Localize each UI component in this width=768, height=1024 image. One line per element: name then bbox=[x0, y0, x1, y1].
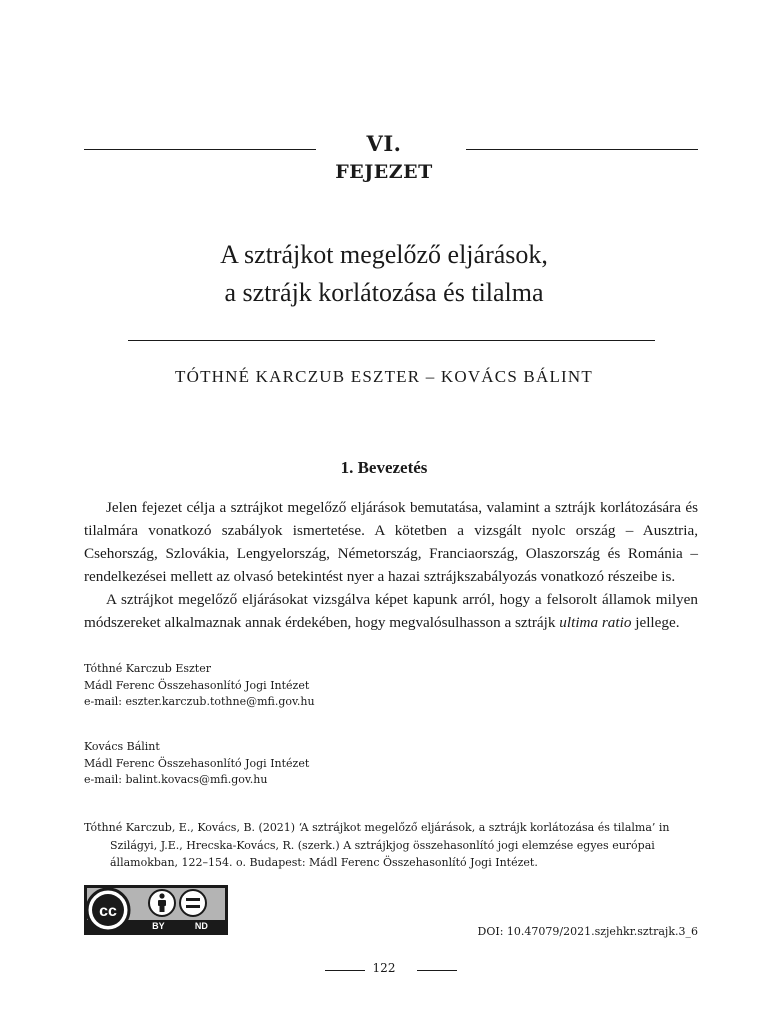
paragraph-2-text: A sztrájkot megelőző eljárásokat vizsgálva képet kapunk arról, hogy a felsorolt államok milyen módszereket alkalmaznak annak érdekében, hogy megvalósulhasson a sztrájk bbox=[84, 591, 698, 631]
section-heading: 1. Bevezetés bbox=[340, 458, 428, 477]
chapter-title bbox=[0, 236, 768, 312]
paragraph-2-end: jellege. bbox=[631, 614, 680, 631]
cc-badge-labels bbox=[137, 920, 223, 932]
chapter-label: FEJEZET bbox=[335, 161, 433, 183]
affiliation-1-email[interactable]: e-mail: eszter.karczub.tothne@mfi.gov.hu bbox=[84, 695, 315, 708]
title-rule bbox=[128, 340, 655, 341]
affiliation-2-institute: Mádl Ferenc Összehasonlító Jogi Intézet bbox=[84, 756, 310, 770]
chapter-number: VI. bbox=[366, 131, 402, 156]
no-derivatives-icon bbox=[180, 890, 206, 916]
affiliation-1-name: Tóthné Karczub Eszter bbox=[84, 662, 211, 675]
paragraph-1: Jelen fejezet célja a sztrájkot megelőző eljárások bemutatása, valamint a sztrájk korlátozására és tilalmára vonatkozó szabályok ismertetése. A kötetben a vizsgált nyolc ország – Ausztria, Csehország, Szlovákia, Lengyelország, Németország, Franciaország, Olaszország és Románia – rendelkezései mellett az olvasó betekintést nyer a hazai sztrájkszabályozás vonatkozó részeibe is. bbox=[84, 499, 698, 585]
cc-label-by: BY bbox=[152, 921, 165, 931]
cc-label-nd: ND bbox=[194, 921, 208, 931]
affiliation-1 bbox=[84, 661, 484, 711]
citation: Tóthné Karczub, E., Kovács, B. (2021) ‘A sztrájkot megelőző eljárások, a sztrájk korlátozása és tilalma’ in Szilágyi, J.E., Hrecska-Kovács, R. (szerk.) A sztrájkjog összehasonlító jogi elemzése egyes európai államokban, 122–154. o. Budapest: Mádl Ferenc Összehasonlító Jogi Intézet. bbox=[84, 821, 670, 869]
by-attribution-icon bbox=[149, 890, 175, 916]
svg-text:cc: cc bbox=[99, 903, 117, 920]
affiliation-2-email[interactable]: e-mail: balint.kovacs@mfi.gov.hu bbox=[84, 773, 268, 786]
body-text bbox=[84, 496, 698, 634]
doi[interactable]: DOI: 10.47079/2021.szjehkr.sztrajk.3_6 bbox=[477, 925, 698, 938]
affiliation-2 bbox=[84, 739, 484, 789]
chapter-title-line-1: A sztrájkot megelőző eljárások, bbox=[220, 240, 548, 269]
chapter-title-line-2: a sztrájk korlátozása és tilalma bbox=[224, 278, 544, 307]
cc-icon bbox=[87, 889, 129, 931]
page-number: 122 bbox=[372, 961, 396, 975]
authors: TÓTHNÉ KARCZUB ESZTER – KOVÁCS BÁLINT bbox=[175, 367, 593, 386]
paragraph-2 bbox=[84, 588, 698, 634]
affiliation-2-name: Kovács Bálint bbox=[84, 740, 160, 753]
affiliation-1-institute: Mádl Ferenc Összehasonlító Jogi Intézet bbox=[84, 678, 310, 692]
paragraph-2-italic: ultima ratio bbox=[559, 614, 632, 631]
cc-license-badge[interactable] bbox=[84, 885, 228, 935]
